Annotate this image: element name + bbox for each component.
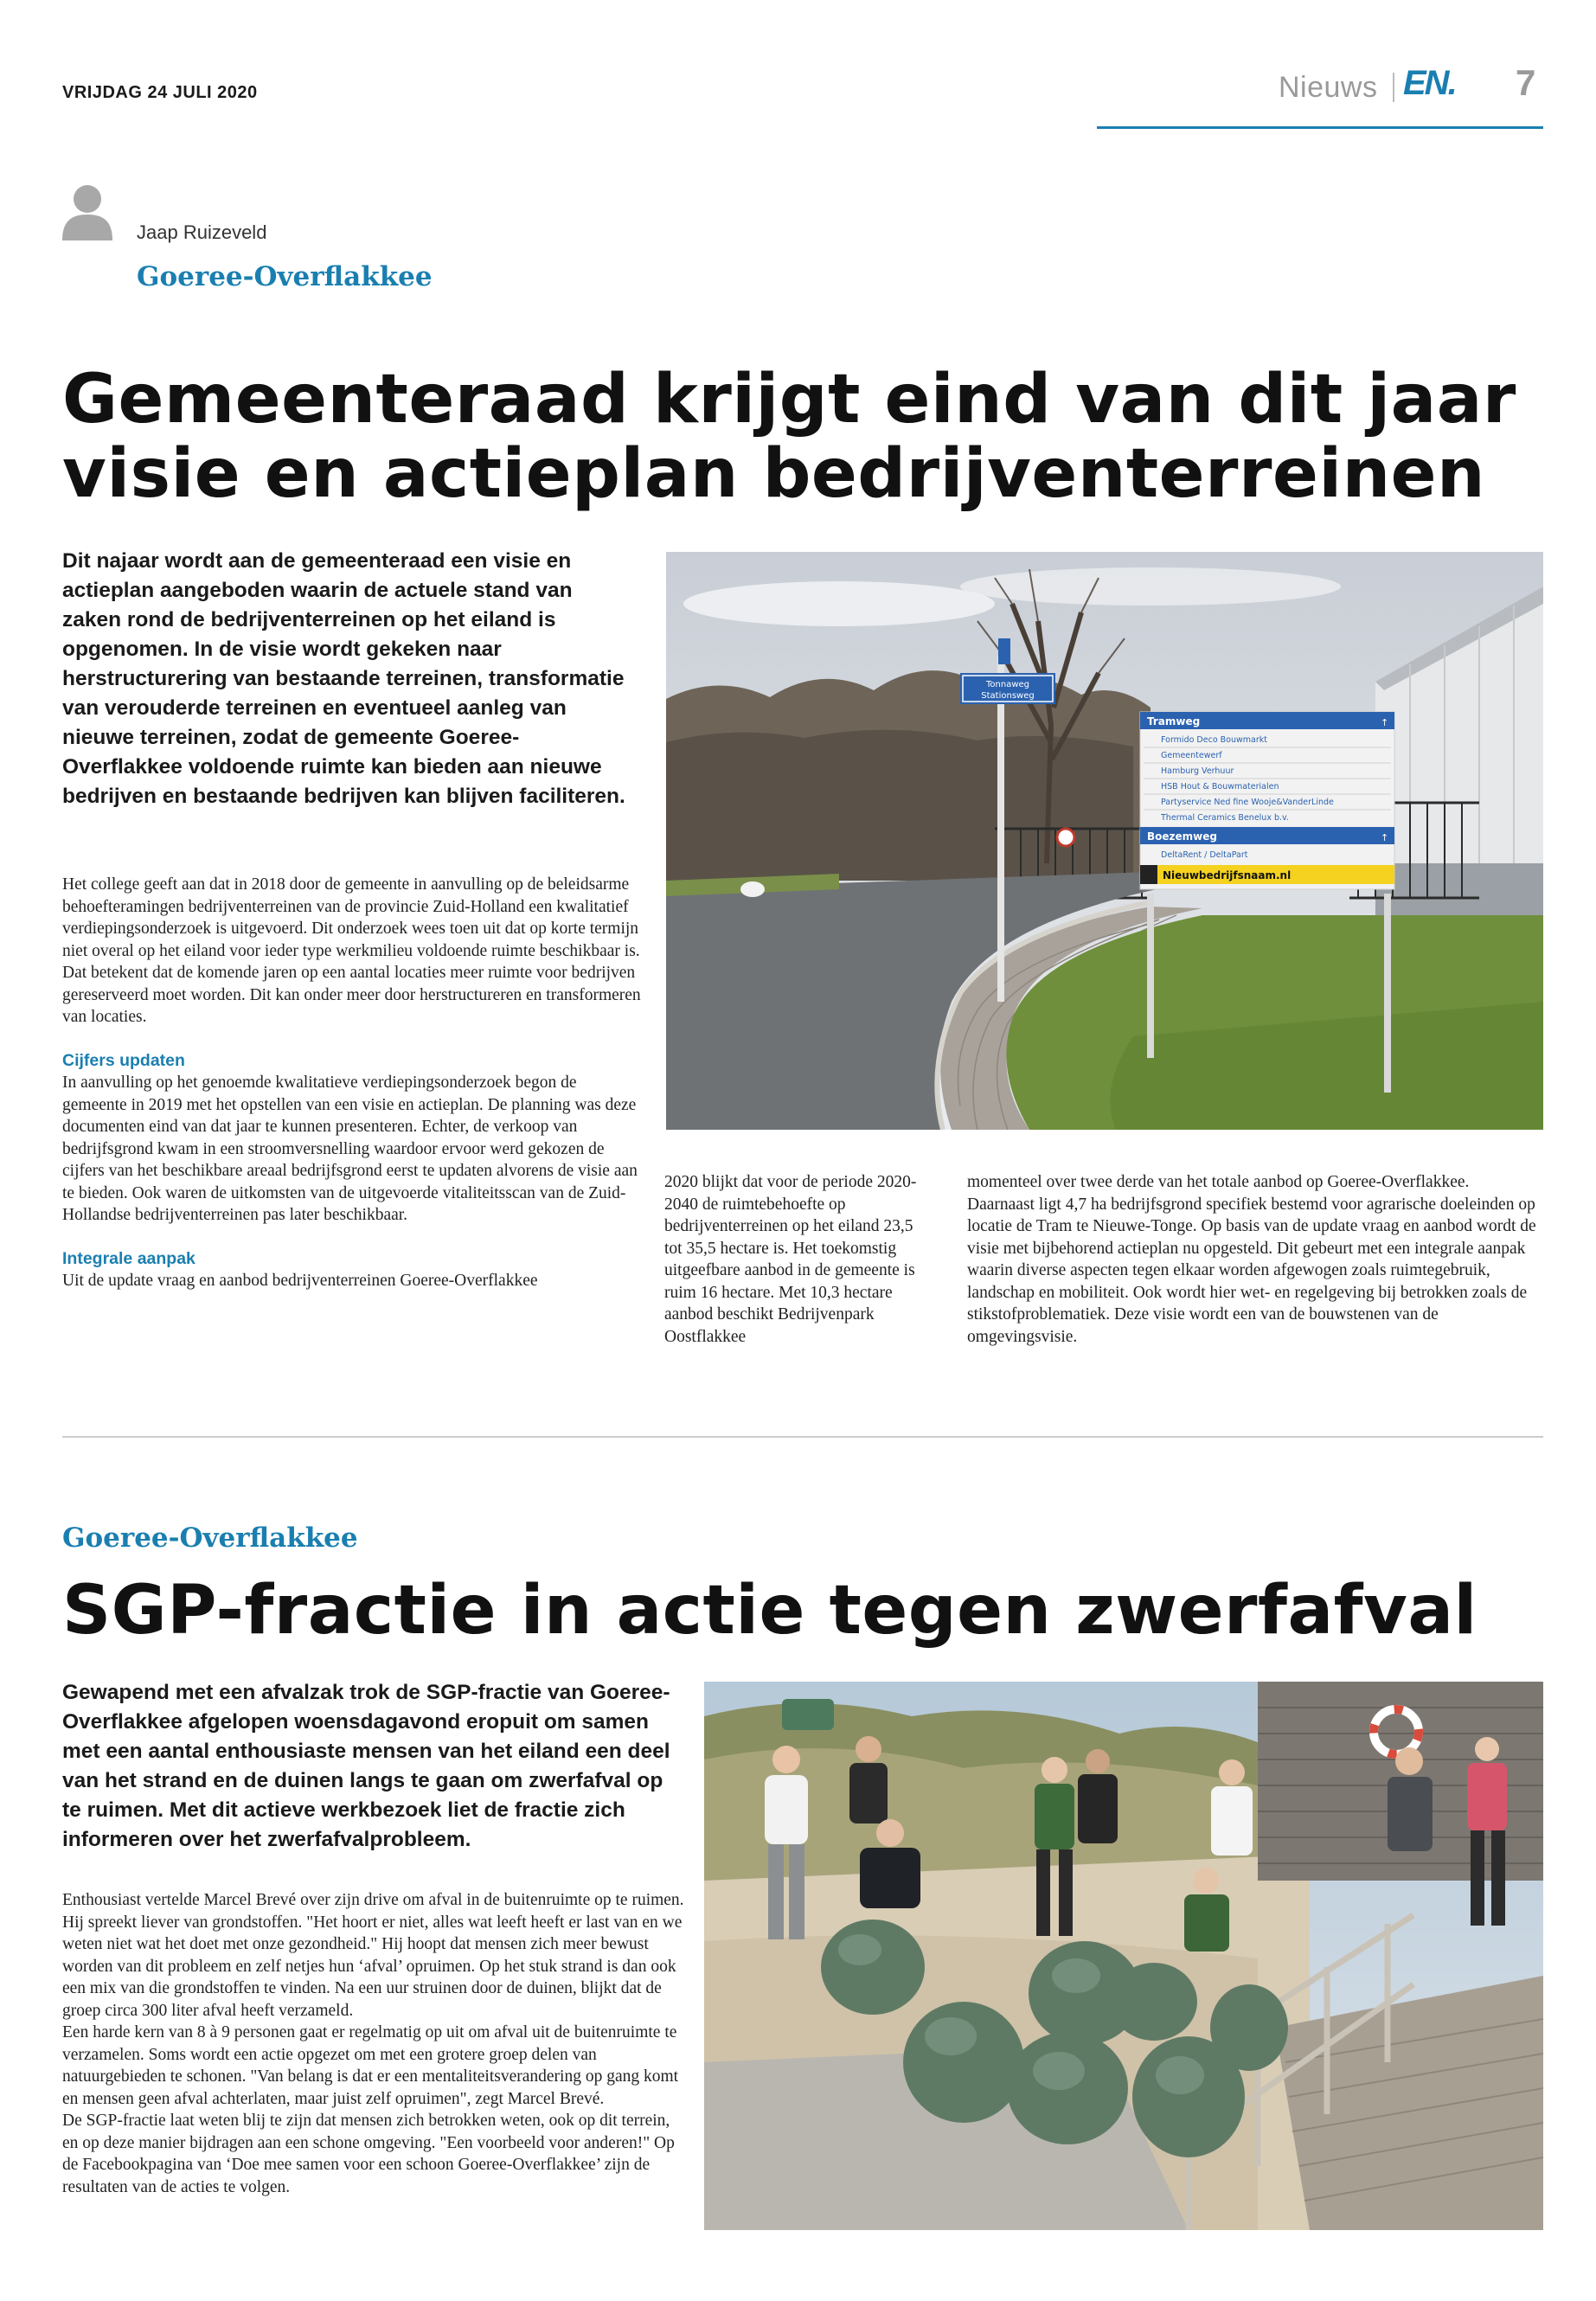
board-entry: DeltaRent / DeltaPart	[1161, 850, 1248, 860]
headline-line: visie en actieplan bedrijventerreinen	[62, 434, 1486, 513]
body-paragraph: De SGP-fractie laat weten blij te zijn dat mensen zich betrokken weten, ook op dit terrein, en op deze manier bijdragen aan een schone omgeving. "Een voorbeeld voor anderen!" Op de Facebookpagina van ‘Doe mee samen voor een schoon Goeree-Overflakkee’ zijn de resultaten van de acties te volgen.	[62, 2112, 675, 2196]
board-entry: Thermal Ceramics Benelux b.v.	[1161, 813, 1289, 823]
article-kicker: Goeree-Overflakkee	[137, 261, 433, 292]
board-footer: Nieuwbedrijfsnaam.nl	[1163, 869, 1292, 881]
body-paragraph: momenteel over twee derde van het totale aanbod op Goeree-Overflakkee. Daarnaast ligt 4,7 ha bedrijfsgrond specifiek bestemd voor agrarische doeleinden op locatie de Tram te Nieuwe-Tonge. Op basis van de update vraag en aanbod wordt de visie met bijbehorend actieplan nu opgesteld. Dit gebeurt met een integrale aanpak waarin diverse aspecten tegen elkaar worden afgewogen zoals ruimtegebruik, landschap en mobiliteit. Ook wordt hier wet- en regelgeving bij betrokken zoals de stikstofproblematiek. Deze visie wordt een van de bouwstenen van de omgevingsvisie.	[967, 1173, 1536, 1346]
article-body-column	[62, 1889, 687, 2198]
arrow-up-icon: ↑	[1381, 832, 1389, 843]
board-entry: HSB Hout & Bouwmaterialen	[1161, 782, 1279, 792]
street-sign-top: Tonnaweg	[985, 680, 1030, 689]
publication-logo: EN.	[1403, 64, 1456, 102]
business-park-photo	[666, 552, 1543, 1130]
body-subhead: Cijfers updaten	[62, 1050, 185, 1070]
author-avatar-icon	[62, 183, 112, 240]
body-paragraph: Uit de update vraag en aanbod bedrijventerreinen Goeree-Overflakkee	[62, 1272, 538, 1290]
headline-line: Gemeenteraad krijgt eind van dit jaar	[62, 361, 1516, 439]
author-name: Jaap Ruizeveld	[137, 221, 267, 243]
article-headline: SGP-fractie in actie tegen zwerfafval	[62, 1572, 1477, 1650]
article-lead: Gewapend met een afvalzak trok de SGP-fractie van Goeree-Overflakkee afgelopen woensdagavond eropuit om samen met een aantal enthousiaste mensen van het eiland een deel van het strand en de duinen langs te gaan om zwerfafval op te ruimen. Met dit actieve werkbezoek liet de fractie zich informeren over het zwerfafvalprobleem.	[62, 1681, 670, 1851]
article-kicker: Goeree-Overflakkee	[62, 1522, 358, 1554]
cleanup-group-photo	[704, 1682, 1543, 2230]
issue-date: VRIJDAG 24 JULI 2020	[62, 83, 258, 102]
article-lead: Dit najaar wordt aan de gemeenteraad een visie en actieplan aangeboden waarin de actuele stand van zaken rond de bedrijventerreinen op het eiland is opgenomen. In de visie wordt gekeken naar herstructurering van bestaande terreinen, transformatie van verouderde terreinen en eventueel aanleg van nieuwe terreinen, zodat de gemeente Goeree-Overflakkee voldoende ruimte kan bieden aan nieuwe bedrijven en bestaande bedrijven kan blijven faciliteren.	[62, 549, 625, 808]
section-label: Nieuws	[1279, 71, 1378, 104]
header-rule	[1097, 126, 1543, 129]
body-paragraph: Het college geeft aan dat in 2018 door de gemeente in aanvulling op de beleidsarme behoefteramingen bedrijventerreinen van de provincie Zuid-Holland een kwalitatief verdiepingsonderzoek is uitgevoerd. Dit onderzoek wees toen uit dat op korte termijn niet overal op het eiland voor ieder type werkmilieu voldoende ruimte beschikbaar is. Dat betekent dat de komende jaren op een aantal locaties meer ruimte voor bedrijven gereserveerd moet worden. Dit kan onder meer door herstructureren en transformeren van locaties.	[62, 875, 641, 1026]
body-subhead: Integrale aanpak	[62, 1248, 195, 1268]
body-paragraph: Enthousiast vertelde Marcel Brevé over zijn drive om afval in de buitenruimte op te ruimen. Hij spreekt liever van grondstoffen. "Het hoort er niet, alles wat leeft heeft er last van en we weten niet wat het doet met onze gezondheid." Hij hoopt dat mensen zich meer bewust worden van dit probleem en zelf netjes hun ‘afval’ opruimen. Op het stuk strand is dan ook een mix van die grondstoffen te vinden. Na een uur struinen door de duinen, blijkt dat de groep circa 300 liter afval heeft verzameld.	[62, 1891, 684, 2020]
board-header-boezemweg: Boezemweg	[1147, 830, 1217, 843]
board-entry: Partyservice Ned fine Wooje&VanderLinde	[1161, 798, 1334, 807]
body-paragraph: 2020 blijkt dat voor de periode 2020-2040 de ruimtebehoefte op bedrijventerreinen op het eiland 23,5 tot 35,5 hectare is. Het toekomstig uitgeefbare aanbod in de gemeente is ruim 16 hectare. Met 10,3 hectare aanbod beschikt Bedrijvenpark Oostflakkee	[664, 1173, 917, 1346]
board-entry: Formido Deco Bouwmarkt	[1161, 735, 1267, 745]
article-headline	[62, 363, 1533, 512]
article-divider	[62, 1436, 1543, 1438]
board-entry: Hamburg Verhuur	[1161, 766, 1234, 776]
street-sign-bottom: Stationsweg	[981, 691, 1035, 701]
board-entry: Gemeentewerf	[1161, 751, 1222, 760]
article-body-column	[967, 1171, 1538, 1348]
page-number: 7	[1516, 62, 1536, 103]
board-header-tramweg: Tramweg	[1147, 715, 1201, 727]
header-divider	[1393, 73, 1394, 102]
article-body-column	[664, 1171, 933, 1348]
body-paragraph: In aanvulling op het genoemde kwalitatieve verdiepingsonderzoek begon de gemeente in 2019 met het opstellen van een visie en actieplan. De planning was deze documenten eind van dat jaar te kunnen presenteren. Echter, de verkoop van bedrijfsgrond kwam in een stroomversnelling waardoor ervoor werd gekozen de cijfers van het beschikbare areaal bedrijfsgrond eerst te updaten alvorens de visie aan te bieden. Ook waren de uitkomsten van de uitgevoerde vitaliteitsscan van de Zuid-Hollandse bedrijventerreinen pas later beschikbaar.	[62, 1074, 638, 1224]
article-body-column	[62, 874, 642, 1292]
cleanup-group-scene	[704, 1682, 1543, 2230]
body-paragraph: Een harde kern van 8 à 9 personen gaat er regelmatig op uit om afval uit de buitenruimte te verzamelen. Soms wordt een actie opgezet om met een grotere groep delen van natuurgebieden te schonen. "Van belang is dat er een mentaliteitsverandering op gang komt en mensen geen afval achterlaten, maar juist zelf opruimen", zegt Marcel Brevé.	[62, 2023, 679, 2108]
arrow-up-icon: ↑	[1381, 717, 1389, 728]
business-park-scene	[666, 552, 1543, 1130]
